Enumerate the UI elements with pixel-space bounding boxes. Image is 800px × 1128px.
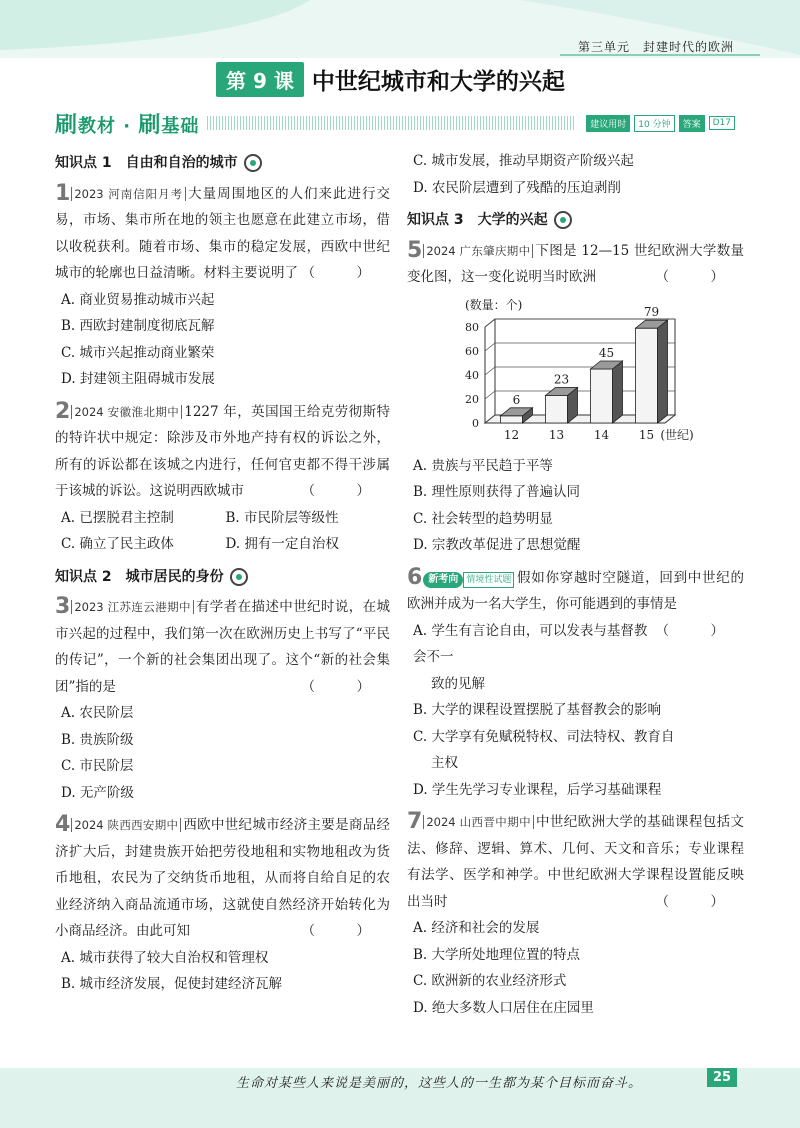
question-stem: 1227 年，英国国王给克劳彻斯特的特许状中规定：除涉及市外地产持有权的诉讼之外，所有的诉讼都在该城之内进行，任何官吏都不得干涉属于该城的诉讼。这说明西欧城市	[55, 403, 391, 499]
question-stem: 有学者在描述中世纪时说，在城市兴起的过程中，我们第一次在欧洲历史上书写了“平民的传记”，一个新的社会集团出现了。这个“新的社会集团”指的是	[55, 599, 391, 695]
question-stem: 假如你穿越时空隧道，回到中世纪的欧洲并成为一名大学生，你可能遇到的事情是	[407, 569, 744, 612]
question-4	[55, 812, 390, 998]
target-icon	[230, 568, 248, 586]
option-c[interactable]: C. 城市兴起推动商业繁荣	[61, 344, 215, 361]
option-b[interactable]: B. 城市经济发展，促使封建经济瓦解	[61, 976, 283, 992]
chart-xlabel: (世纪)	[660, 427, 694, 442]
bar-front	[501, 415, 523, 422]
x-tick-label: 12	[503, 427, 520, 442]
answer-blank[interactable]: （ ）	[301, 923, 384, 939]
question-stem: 中世纪欧洲大学的基础课程包括文法、修辞、逻辑、算术、几何、天文和音乐；专业课程有法学、医学和神学。中世纪欧洲大学课程设置能反映出当时	[407, 814, 745, 910]
unit-label: 第三单元 封建时代的欧洲	[577, 40, 734, 54]
bar-front	[546, 395, 568, 423]
option-b[interactable]: B. 西欧封建制度彻底瓦解	[61, 318, 215, 334]
question-number: 4	[55, 812, 71, 837]
bar-data-label: 6	[512, 392, 521, 407]
question-2	[55, 399, 390, 558]
question-source: 2024 陕西西安期中	[71, 818, 181, 832]
x-tick-label: 13	[548, 427, 565, 442]
option-b[interactable]: B. 理性原则获得了普遍认同	[413, 484, 581, 500]
x-tick-label: 14	[593, 427, 610, 442]
option-c[interactable]: C. 社会转型的趋势明显	[413, 510, 553, 527]
bar-front	[636, 328, 658, 423]
knowledge-point-3: 知识点 3 大学的兴起	[407, 207, 744, 234]
bar-data-label: 45	[598, 345, 615, 360]
option-b[interactable]: B. 贵族阶级	[61, 731, 134, 748]
answer-blank[interactable]: （ ）	[655, 269, 738, 285]
y-tick-label: 60	[465, 344, 479, 358]
target-icon	[244, 154, 262, 172]
question-number: 3	[55, 594, 71, 619]
y-tick-label: 40	[465, 368, 479, 382]
chart-gridline	[485, 343, 495, 351]
page-number: 25	[707, 1068, 737, 1087]
lesson-number: 第 9 课	[216, 62, 304, 97]
bar-side	[613, 361, 623, 423]
option-c[interactable]: C. 确立了民主政体	[61, 536, 174, 552]
question-7	[407, 809, 744, 1021]
option-b[interactable]: B. 大学的课程设置摆脱了基督教会的影响	[413, 702, 662, 718]
question-4-continued	[407, 148, 744, 201]
option-a[interactable]: A. 城市获得了较大自治权和管理权	[61, 949, 269, 966]
answer-blank[interactable]: （ ）	[655, 893, 738, 910]
question-number: 1	[55, 180, 71, 206]
y-tick-label: 80	[465, 320, 479, 334]
option-d[interactable]: D. 绝大多数人口居住在庄园里	[413, 999, 594, 1016]
section-bar	[55, 110, 735, 136]
option-c[interactable]: C. 市民阶层	[61, 758, 134, 774]
lesson-name: 中世纪城市和大学的兴起	[311, 68, 565, 95]
question-6	[407, 565, 744, 804]
bar-front	[591, 369, 613, 423]
option-a[interactable]: A. 商业贸易推动城市兴起	[61, 291, 215, 308]
question-source: 2024 广东肇庆期中	[423, 244, 533, 258]
answer-blank[interactable]: （ ）	[301, 678, 384, 695]
new-direction-badge: 新考向	[423, 572, 463, 588]
answer-tag: 答案	[679, 115, 705, 132]
chart-gridline	[485, 391, 495, 399]
option-a[interactable]: A. 学生有言论自由，可以发表与基督教会不一	[413, 622, 648, 665]
option-c[interactable]: C. 城市发展，推动早期资产阶级兴起	[413, 153, 634, 169]
question-5	[407, 238, 744, 559]
question-number: 5	[407, 237, 423, 263]
question-source: 2024 山西晋中期中	[423, 815, 534, 829]
answer-blank[interactable]: （ ）	[301, 483, 384, 499]
answer-blank[interactable]: （ ）	[655, 622, 738, 639]
option-a[interactable]: A. 贵族与平民趋于平等	[413, 457, 553, 474]
y-tick-label: 0	[472, 416, 479, 430]
question-source: 2023 河南信阳月考	[71, 187, 186, 201]
question-stem: 大量周围地区的人们来此进行交易，市场、集市所在地的领主也愿意在此建立市场，借以收税获利。随着市场、集市的稳定发展，西欧中世纪城市的轮廓也日益清晰。材料主要说明了	[55, 185, 391, 281]
knowledge-point-2: 知识点 2 城市居民的身份	[55, 564, 390, 591]
option-b[interactable]: B. 市民阶层等级性	[225, 509, 339, 526]
option-d[interactable]: D. 拥有一定自治权	[225, 536, 339, 552]
option-a[interactable]: A. 已摆脱君主控制	[61, 509, 174, 526]
option-a[interactable]: A. 经济和社会的发展	[413, 920, 540, 936]
option-a-continued[interactable]: 致的见解	[431, 675, 485, 692]
scenario-badge: 情境性试题	[463, 572, 514, 588]
question-source: 2023 江苏连云港期中	[71, 600, 194, 614]
section-rule	[207, 116, 574, 130]
bar-side	[658, 320, 668, 423]
option-c[interactable]: C. 大学享有免赋税特权、司法特权、教育自	[413, 728, 675, 745]
y-tick-label: 20	[465, 392, 479, 406]
option-b[interactable]: B. 大学所处地理位置的特点	[413, 946, 581, 963]
left-column	[55, 148, 390, 1004]
right-column	[407, 148, 744, 1027]
question-source: 2024 安徽淮北期中	[71, 405, 182, 419]
chart-gridline	[485, 319, 495, 327]
option-d[interactable]: D. 宗教改革促进了思想觉醒	[413, 537, 581, 553]
question-1	[55, 181, 390, 393]
option-d[interactable]: D. 学生先学习专业课程，后学习基础课程	[413, 781, 662, 798]
chart-ylabel: (数量：个)	[465, 297, 523, 312]
option-c-continued[interactable]: 主权	[431, 755, 458, 771]
section-title: 刷教材 · 刷基础	[55, 112, 200, 138]
target-icon	[554, 211, 572, 229]
answer-blank[interactable]: （ ）	[301, 265, 384, 281]
footer-quote: 生命对某些人来说是美丽的，这些人的一生都为某个目标而奋斗。	[236, 1076, 643, 1091]
question-number: 7	[407, 809, 423, 834]
knowledge-point-1: 知识点 1 自由和自治的城市	[55, 150, 390, 177]
question-3	[55, 594, 390, 806]
time-value: 10 分钟	[634, 115, 674, 132]
question-stem: 西欧中世纪城市经济主要是商品经济扩大后，封建贵族开始把劳役地租和实物地租改为货币地租，农民为了交纳货币地租，从而将自给自足的农业经济纳入商品流通市场，这就使自然经济开始转化为小商品经济。由此可知	[55, 817, 391, 939]
option-c[interactable]: C. 欧洲新的农业经济形式	[413, 973, 567, 989]
option-d[interactable]: D. 封建领主阻碍城市发展	[61, 371, 215, 387]
question-stem: 下图是 12—15 世纪欧洲大学数量变化图，这一变化说明当时欧洲	[407, 242, 745, 285]
option-d[interactable]: D. 无产阶级	[61, 784, 134, 801]
question-number: 6	[407, 564, 423, 590]
lesson-title	[216, 62, 565, 96]
question-number: 2	[55, 398, 71, 424]
chart-gridline	[485, 367, 495, 375]
bar-data-label: 23	[553, 371, 570, 386]
option-a[interactable]: A. 农民阶层	[61, 705, 134, 721]
option-d[interactable]: D. 农民阶层遭到了残酷的压迫剥削	[413, 179, 621, 196]
university-count-chart	[447, 295, 727, 445]
x-tick-label: 15	[638, 427, 655, 442]
answer-value: D17	[709, 116, 735, 130]
time-tag: 建议用时	[586, 115, 630, 132]
bar-data-label: 79	[643, 304, 660, 319]
